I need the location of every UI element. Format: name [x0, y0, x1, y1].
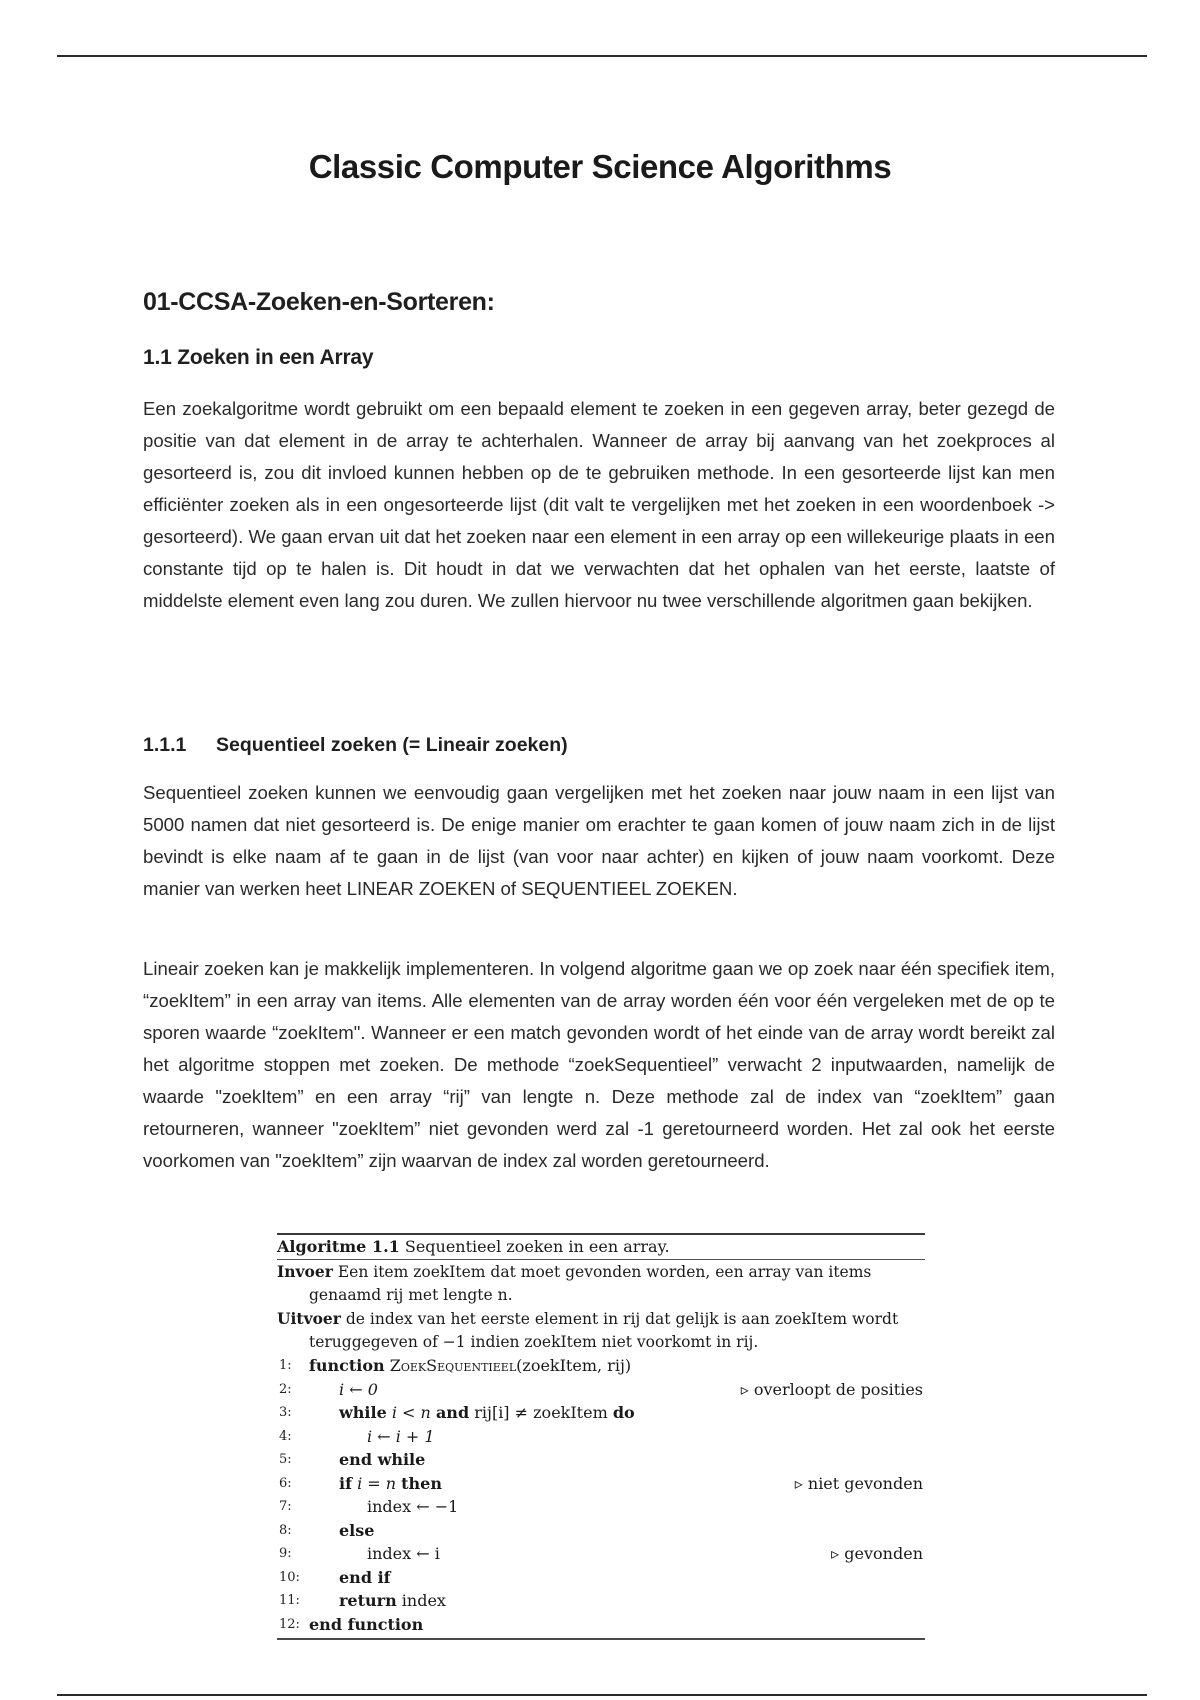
- function-name: ZoekSequentieel: [389, 1356, 517, 1375]
- line-number: 12:: [279, 1616, 300, 1632]
- algorithm-code: [277, 1354, 925, 1636]
- keyword: end while: [339, 1450, 426, 1469]
- algorithm-caption-text: Sequentieel zoeken in een array.: [404, 1237, 670, 1256]
- keyword: end function: [309, 1614, 424, 1634]
- code-line: [277, 1519, 925, 1543]
- chapter-heading: 01-CCSA-Zoeken-en-Sorteren:: [143, 288, 495, 316]
- algorithm-output: [277, 1307, 925, 1354]
- subsection-paragraph-2: Lineair zoeken kan je makkelijk implementeren. In volgend algoritme gaan we op zoek naar één specifiek item, “zoekItem” in een array van items. Alle elementen van de array worden één voor één vergeleken met de op te sporen waarde “zoekItem". Wanneer er een match gevonden wordt of het einde van de array wordt bereikt zal het algoritme stoppen met zoeken. De methode “zoekSequentieel” verwacht 2 inputwaarden, namelijk de waarde "zoekItem” en een array “rij” van lengte n. Deze methode zal de index van “zoekItem” gaan retourneren, wanneer "zoekItem” niet gevonden werd zal -1 geretourneerd worden. Het zal ook het eerste voorkomen van "zoekItem” zijn waarvan de index zal worden geretourneerd.: [143, 958, 1055, 1171]
- document-title: Classic Computer Science Algorithms: [308, 148, 892, 185]
- comment: ▹ niet gevonden: [794, 1473, 923, 1493]
- keyword: then: [401, 1473, 442, 1493]
- keyword: and: [435, 1403, 470, 1422]
- algorithm-caption: [277, 1235, 925, 1259]
- line-number: 1:: [279, 1358, 292, 1373]
- condition: i < n: [391, 1403, 431, 1422]
- statement: index ← i: [367, 1544, 440, 1563]
- code-line: [277, 1401, 925, 1425]
- line-number: 4:: [279, 1428, 292, 1444]
- comment: ▹ gevonden: [831, 1544, 923, 1563]
- subsection-paragraph-1: Sequentieel zoeken kunnen we eenvoudig gaan vergelijken met het zoeken naar jouw naam in een lijst van 5000 namen dat niet gesorteerd is. De enige manier om erachter te gaan komen of jouw naam zich in de lijst bevindt is elke naam af te gaan in de lijst (van voor naar achter) en kijken of jouw naam voorkomt. Deze manier van werken heet LINEAR ZOEKEN of SEQUENTIEEL ZOEKEN.: [143, 782, 1055, 899]
- code-line: [277, 1566, 925, 1590]
- code-line: [277, 1378, 925, 1402]
- statement: i ← i + 1: [367, 1426, 435, 1446]
- line-number: 8:: [279, 1522, 292, 1538]
- algorithm-io: [277, 1260, 925, 1354]
- statement: index: [401, 1591, 446, 1610]
- line-number: 3:: [279, 1405, 292, 1420]
- code-line: [277, 1425, 925, 1449]
- code-line: [277, 1589, 925, 1613]
- algorithm-box: [277, 1233, 925, 1640]
- footer-rule: [57, 1694, 1147, 1696]
- subsection-heading: [143, 734, 568, 757]
- condition: i = n: [357, 1473, 397, 1493]
- keyword: do: [612, 1403, 635, 1422]
- input-label: Invoer: [277, 1262, 333, 1281]
- output-text: de index van het eerste element in rij dat gelijk is aan zoekItem wordt teruggegeven of −1 indien zoekItem niet voorkomt in rij.: [309, 1310, 899, 1351]
- statement: i ← 0: [339, 1379, 378, 1399]
- algorithm-input: [277, 1260, 925, 1307]
- code-line: [277, 1472, 925, 1496]
- line-number: 7:: [279, 1499, 292, 1514]
- code-line: [277, 1495, 925, 1519]
- keyword: end if: [339, 1567, 391, 1587]
- line-number: 5:: [279, 1452, 292, 1467]
- subsection-title: Sequentieel zoeken (= Lineair zoeken): [216, 734, 568, 756]
- line-number: 6:: [279, 1475, 292, 1491]
- comment: ▹ overloopt de posities: [740, 1379, 923, 1399]
- line-number: 9:: [279, 1546, 292, 1561]
- subsection-number: 1.1.1: [143, 734, 187, 756]
- output-label: Uitvoer: [277, 1309, 341, 1328]
- keyword: return: [339, 1591, 397, 1610]
- section-paragraph: Een zoekalgoritme wordt gebruikt om een bepaald element te zoeken in een gegeven array, beter gezegd de positie van dat element in de array te achterhalen. Wanneer de array bij aanvang van het zoekproces al gesorteerd is, zou dit invloed kunnen hebben op de te gebruiken methode. In een gesorteerde lijst kan men efficiënter zoeken als in een ongesorteerde lijst (dit valt te vergelijken met het zoeken in een woordenboek -> gesorteerd). We gaan ervan uit dat het zoeken naar een element in een array op een willekeurige plaats in een constante tijd op te halen is. Dit houdt in dat we verwachten dat het ophalen van het eerste, laatste of middelste element even lang zou duren. We zullen hiervoor nu twee verschillende algoritmen gaan bekijken.: [143, 398, 1055, 611]
- statement: index ← −1: [367, 1497, 459, 1516]
- condition: rij[i] ≠ zoekItem: [474, 1403, 608, 1422]
- keyword: function: [309, 1356, 385, 1375]
- algorithm-label: Algoritme 1.1: [277, 1237, 400, 1256]
- line-number: 10:: [279, 1569, 300, 1585]
- code-line: [277, 1542, 925, 1566]
- keyword: while: [339, 1403, 387, 1422]
- function-args: (zoekItem, rij): [516, 1356, 632, 1375]
- keyword: else: [339, 1520, 375, 1540]
- code-line: [277, 1613, 925, 1637]
- input-text: Een item zoekItem dat moet gevonden worden, een array van items genaamd rij met lengte n.: [309, 1263, 872, 1304]
- code-line: [277, 1448, 925, 1472]
- algorithm-bottom-rule: [277, 1638, 925, 1640]
- keyword: if: [339, 1473, 352, 1493]
- section-heading: 1.1 Zoeken in een Array: [143, 346, 374, 369]
- code-line: [277, 1354, 925, 1378]
- line-number: 11:: [279, 1593, 300, 1608]
- line-number: 2:: [279, 1381, 292, 1397]
- header-rule: [57, 55, 1147, 57]
